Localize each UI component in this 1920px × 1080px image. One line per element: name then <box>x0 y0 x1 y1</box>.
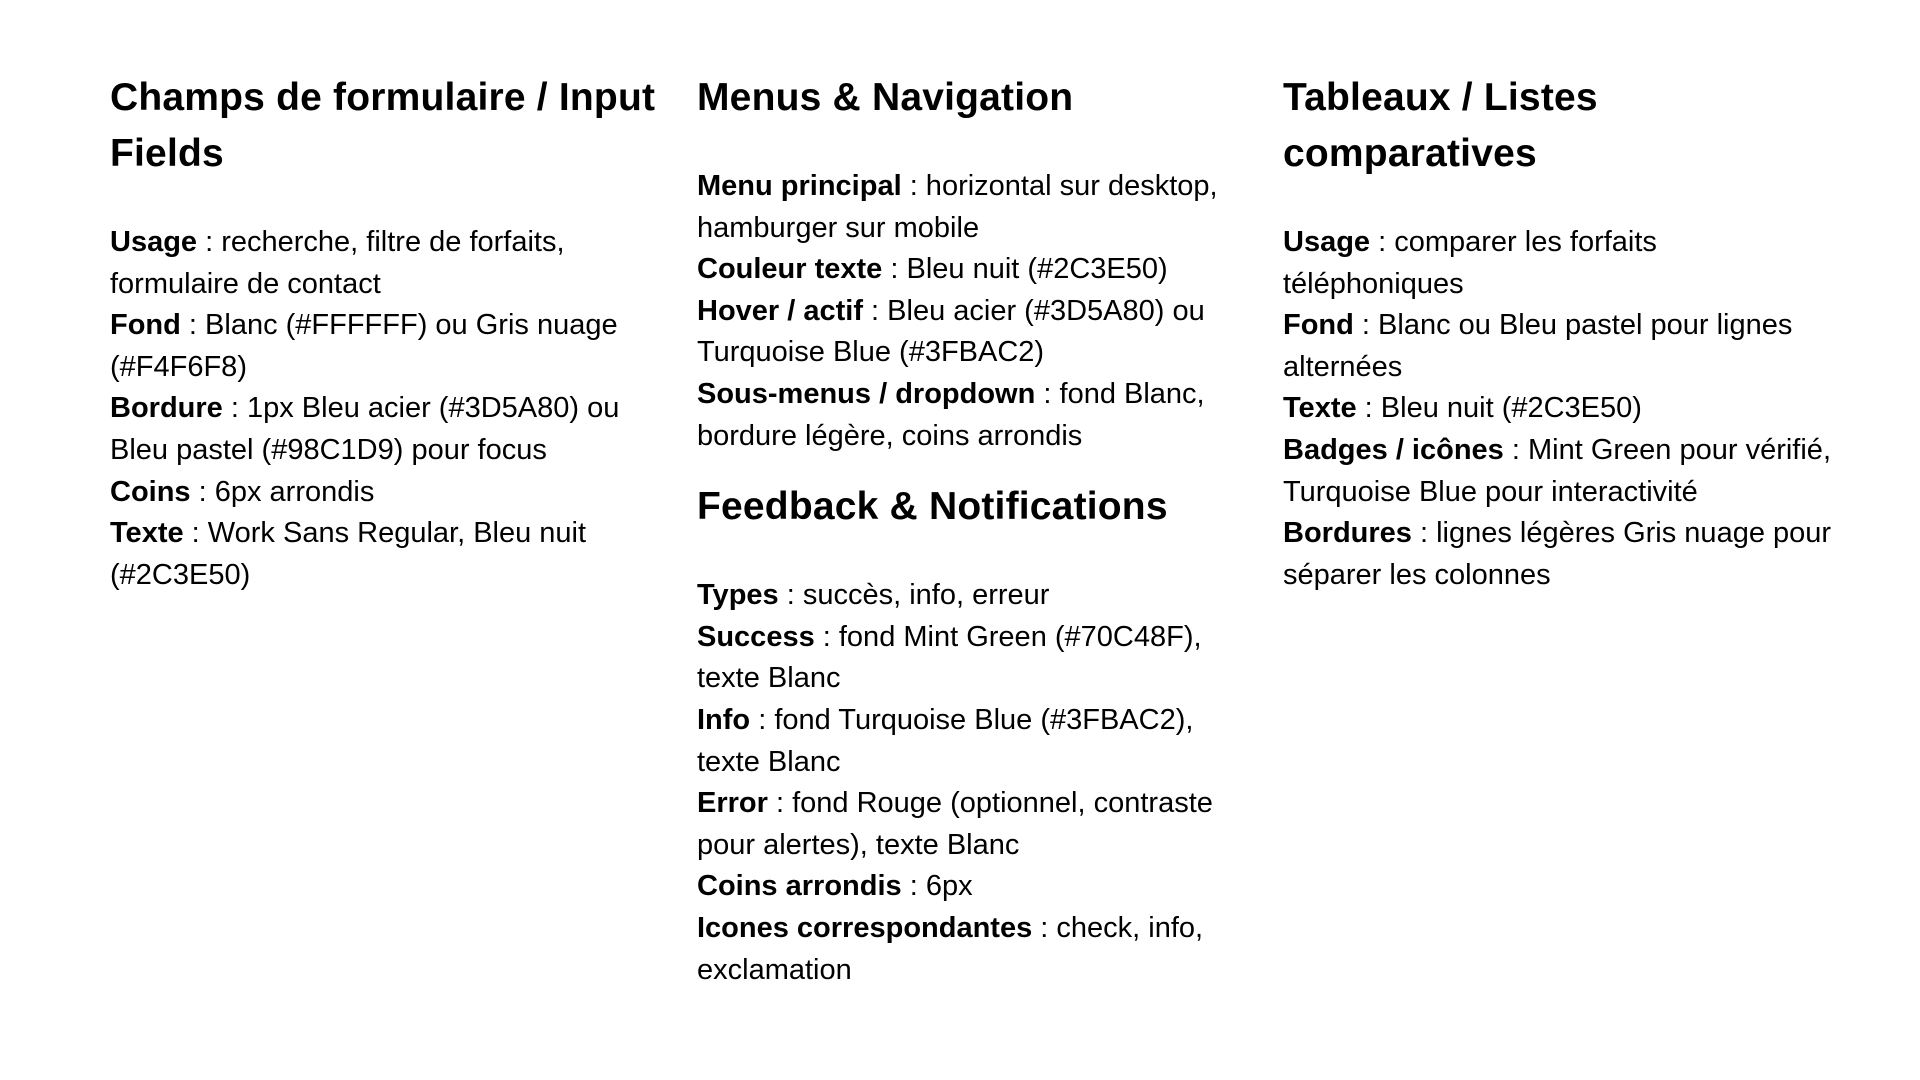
property-value: : Bleu nuit (#2C3E50) <box>882 253 1168 286</box>
column-menus-feedback <box>697 70 1257 991</box>
property-label: Fond <box>110 309 181 342</box>
property-value: : 6px <box>901 870 973 903</box>
property-label: Coins <box>110 475 191 508</box>
property-item <box>697 866 1257 908</box>
property-value: : horizontal sur desktop, hamburger sur mobile <box>697 170 1218 244</box>
property-list <box>697 166 1257 457</box>
property-item <box>1283 222 1843 305</box>
property-label: Menu principal <box>697 170 902 202</box>
property-label: Bordure <box>110 392 223 425</box>
property-value: : fond Mint Green (#70C48F), texte Blanc <box>697 620 1202 695</box>
section-menus-navigation <box>697 70 1257 457</box>
property-item <box>697 908 1257 991</box>
section-input-fields <box>110 70 670 596</box>
section-feedback-notifications <box>697 479 1257 991</box>
property-item <box>110 305 670 388</box>
property-list <box>697 575 1257 991</box>
property-item <box>110 513 670 596</box>
property-label: Fond <box>1283 309 1354 342</box>
property-label: Coins arrondis <box>697 870 902 903</box>
property-label: Badges / icônes <box>1283 433 1504 466</box>
property-label: Info <box>697 703 751 736</box>
property-item <box>1283 513 1843 596</box>
property-value: : fond Rouge (optionnel, contraste pour alertes), texte Blanc <box>697 787 1213 861</box>
section-title: Menus & Navigation <box>697 76 1074 119</box>
property-label: Bordures <box>1283 517 1412 550</box>
property-item <box>110 472 670 514</box>
property-item <box>697 374 1257 457</box>
property-value: : recherche, filtre de forfaits, formulaire de contact <box>110 226 565 300</box>
property-value: : check, info, exclamation <box>697 911 1204 986</box>
property-label: Sous-menus / dropdown <box>697 377 1036 410</box>
column-tables <box>1283 70 1843 596</box>
property-value: : lignes légères Gris nuage pour séparer les colonnes <box>1283 517 1832 591</box>
property-label: Couleur texte <box>697 253 883 286</box>
property-item <box>697 575 1257 617</box>
property-value: : 6px arrondis <box>190 475 375 508</box>
property-value: : 1px Bleu acier (#3D5A80) ou Bleu pastel (#98C1D9) pour focus <box>110 392 620 466</box>
property-label: Hover / actif <box>697 294 863 327</box>
property-item <box>1283 388 1843 430</box>
section-tables-lists <box>1283 70 1843 596</box>
property-value: : Blanc ou Bleu pastel pour lignes alternées <box>1283 309 1793 383</box>
property-label: Error <box>697 787 768 820</box>
property-value: : Blanc (#FFFFFF) ou Gris nuage (#F4F6F8) <box>110 309 618 383</box>
property-value: : comparer les forfaits téléphoniques <box>1283 226 1657 300</box>
property-value: : Bleu nuit (#2C3E50) <box>1356 392 1642 425</box>
property-item <box>1283 305 1843 388</box>
property-value: : succès, info, erreur <box>778 579 1050 612</box>
column-input-fields <box>110 70 670 596</box>
property-list <box>110 222 670 596</box>
property-value: : fond Blanc, bordure légère, coins arrondis <box>697 377 1205 452</box>
property-label: Usage <box>110 226 198 258</box>
property-item <box>110 388 670 471</box>
property-value: : Mint Green pour vérifié, Turquoise Blue pour interactivité <box>1283 433 1831 508</box>
property-label: Success <box>697 620 815 653</box>
section-title: Feedback & Notifications <box>697 485 1168 529</box>
property-item <box>697 617 1257 700</box>
property-label: Types <box>697 579 779 612</box>
property-value: : Bleu acier (#3D5A80) ou Turquoise Blue (#3FBAC2) <box>697 294 1205 369</box>
property-item <box>697 249 1257 291</box>
property-item <box>1283 430 1843 513</box>
property-item <box>697 700 1257 783</box>
property-label: Texte <box>110 517 184 550</box>
property-item <box>697 291 1257 374</box>
property-list <box>1283 222 1843 596</box>
property-value: : Work Sans Regular, Bleu nuit (#2C3E50) <box>110 517 587 591</box>
property-label: Usage <box>1283 226 1371 258</box>
property-label: Icones correspondantes <box>697 911 1033 944</box>
property-item <box>697 166 1257 249</box>
property-value: : fond Turquoise Blue (#3FBAC2), texte Blanc <box>697 703 1194 778</box>
section-title: Tableaux / Listes comparatives <box>1283 76 1598 175</box>
property-label: Texte <box>1283 392 1357 425</box>
property-item <box>697 783 1257 866</box>
section-title: Champs de formulaire / Input Fields <box>110 76 656 175</box>
property-item <box>110 222 670 305</box>
